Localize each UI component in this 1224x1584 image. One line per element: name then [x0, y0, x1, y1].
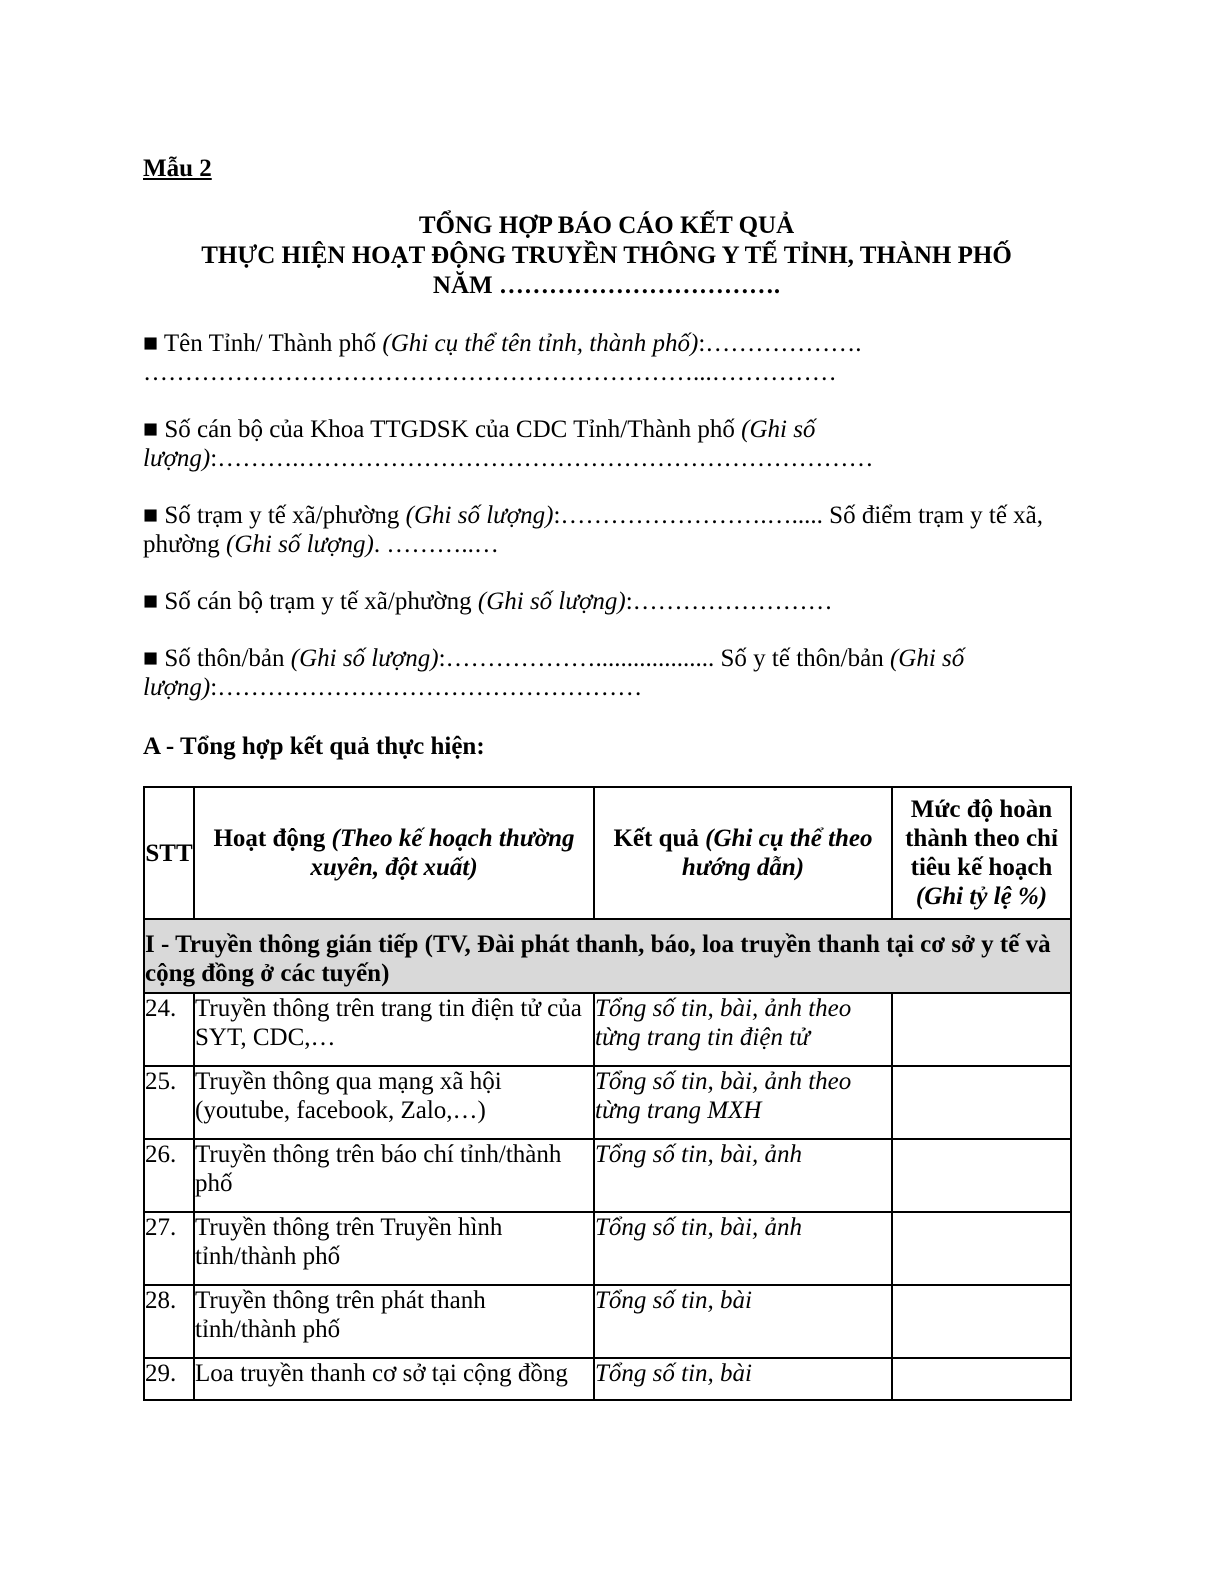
table-row — [144, 1066, 1071, 1139]
cell-result: Tổng số tin, bài, ảnh — [594, 1212, 892, 1285]
cell-result: Tổng số tin, bài, ảnh theo từng trang tin điện tử — [594, 993, 892, 1066]
cell-result: Tổng số tin, bài — [594, 1358, 892, 1400]
cell-completion — [892, 1066, 1071, 1139]
header-activity: Hoạt động (Theo kế hoạch thường xuyên, đột xuất) — [194, 787, 594, 919]
cell-stt: 25. — [144, 1066, 194, 1139]
cell-completion — [892, 1285, 1071, 1358]
cell-result: Tổng số tin, bài — [594, 1285, 892, 1358]
cell-completion — [892, 1139, 1071, 1212]
field-station-staff: ■ Số cán bộ trạm y tế xã/phường (Ghi số lượng):…………………… — [143, 588, 833, 615]
title-line-3: NĂM ……………………………. — [432, 272, 781, 299]
header-stt: STT — [144, 787, 194, 919]
section-a-heading: A - Tổng hợp kết quả thực hiện: — [143, 733, 485, 760]
cell-activity: Truyền thông trên Truyền hình tỉnh/thành phố — [194, 1212, 594, 1285]
cell-activity: Truyền thông trên trang tin điện tử của SYT, CDC,… — [194, 993, 594, 1066]
document-page — [143, 152, 1070, 1401]
document-title — [143, 211, 1070, 301]
cell-completion — [892, 1358, 1071, 1400]
cell-stt: 29. — [144, 1358, 194, 1400]
table-row — [144, 1285, 1071, 1358]
cell-completion — [892, 993, 1071, 1066]
title-line-2: THỰC HIỆN HOẠT ĐỘNG TRUYỀN THÔNG Y TẾ TỈNH, THÀNH PHỐ — [201, 242, 1012, 269]
cell-stt: 27. — [144, 1212, 194, 1285]
field-staff-cdc: ■ Số cán bộ của Khoa TTGDSK của CDC Tỉnh/Thành phố (Ghi số lượng):……….…………………………………………………………… — [143, 416, 874, 472]
cell-stt: 24. — [144, 993, 194, 1066]
results-table — [143, 786, 1072, 1401]
group-heading: I - Truyền thông gián tiếp (TV, Đài phát thanh, báo, loa truyền thanh tại cơ sở y tế và cộng đồng ở các tuyến) — [144, 919, 1071, 993]
table-row — [144, 1212, 1071, 1285]
header-result: Kết quả (Ghi cụ thể theo hướng dẫn) — [594, 787, 892, 919]
title-line-1: TỔNG HỢP BÁO CÁO KẾT QUẢ — [418, 212, 795, 239]
header-completion: Mức độ hoàn thành theo chỉ tiêu kế hoạch (Ghi tỷ lệ %) — [892, 787, 1071, 919]
group-row — [144, 919, 1071, 993]
form-id: Mẫu 2 — [143, 155, 212, 182]
cell-stt: 26. — [144, 1139, 194, 1212]
table-row — [144, 1139, 1071, 1212]
field-villages: ■ Số thôn/bản (Ghi số lượng):………………................... Số y tế thôn/bản (Ghi số lượng):…………………………………………… — [143, 645, 965, 701]
cell-completion — [892, 1212, 1071, 1285]
cell-stt: 28. — [144, 1285, 194, 1358]
table-row — [144, 993, 1071, 1066]
table-row — [144, 1358, 1071, 1400]
field-province: ■ Tên Tỉnh/ Thành phố (Ghi cụ thể tên tỉnh, thành phố):………………. …………………………………………………………...…………… — [143, 330, 862, 386]
cell-activity: Truyền thông trên phát thanh tỉnh/thành phố — [194, 1285, 594, 1358]
cell-activity: Truyền thông trên báo chí tỉnh/thành phố — [194, 1139, 594, 1212]
cell-result: Tổng số tin, bài, ảnh theo từng trang MXH — [594, 1066, 892, 1139]
cell-activity: Truyền thông qua mạng xã hội (youtube, facebook, Zalo,…) — [194, 1066, 594, 1139]
cell-activity: Loa truyền thanh cơ sở tại cộng đồng — [194, 1358, 594, 1400]
field-stations: ■ Số trạm y tế xã/phường (Ghi số lượng):…………………….…..... Số điểm trạm y tế xã, phường (Ghi số lượng). ………..… — [143, 502, 1044, 558]
cell-result: Tổng số tin, bài, ảnh — [594, 1139, 892, 1212]
